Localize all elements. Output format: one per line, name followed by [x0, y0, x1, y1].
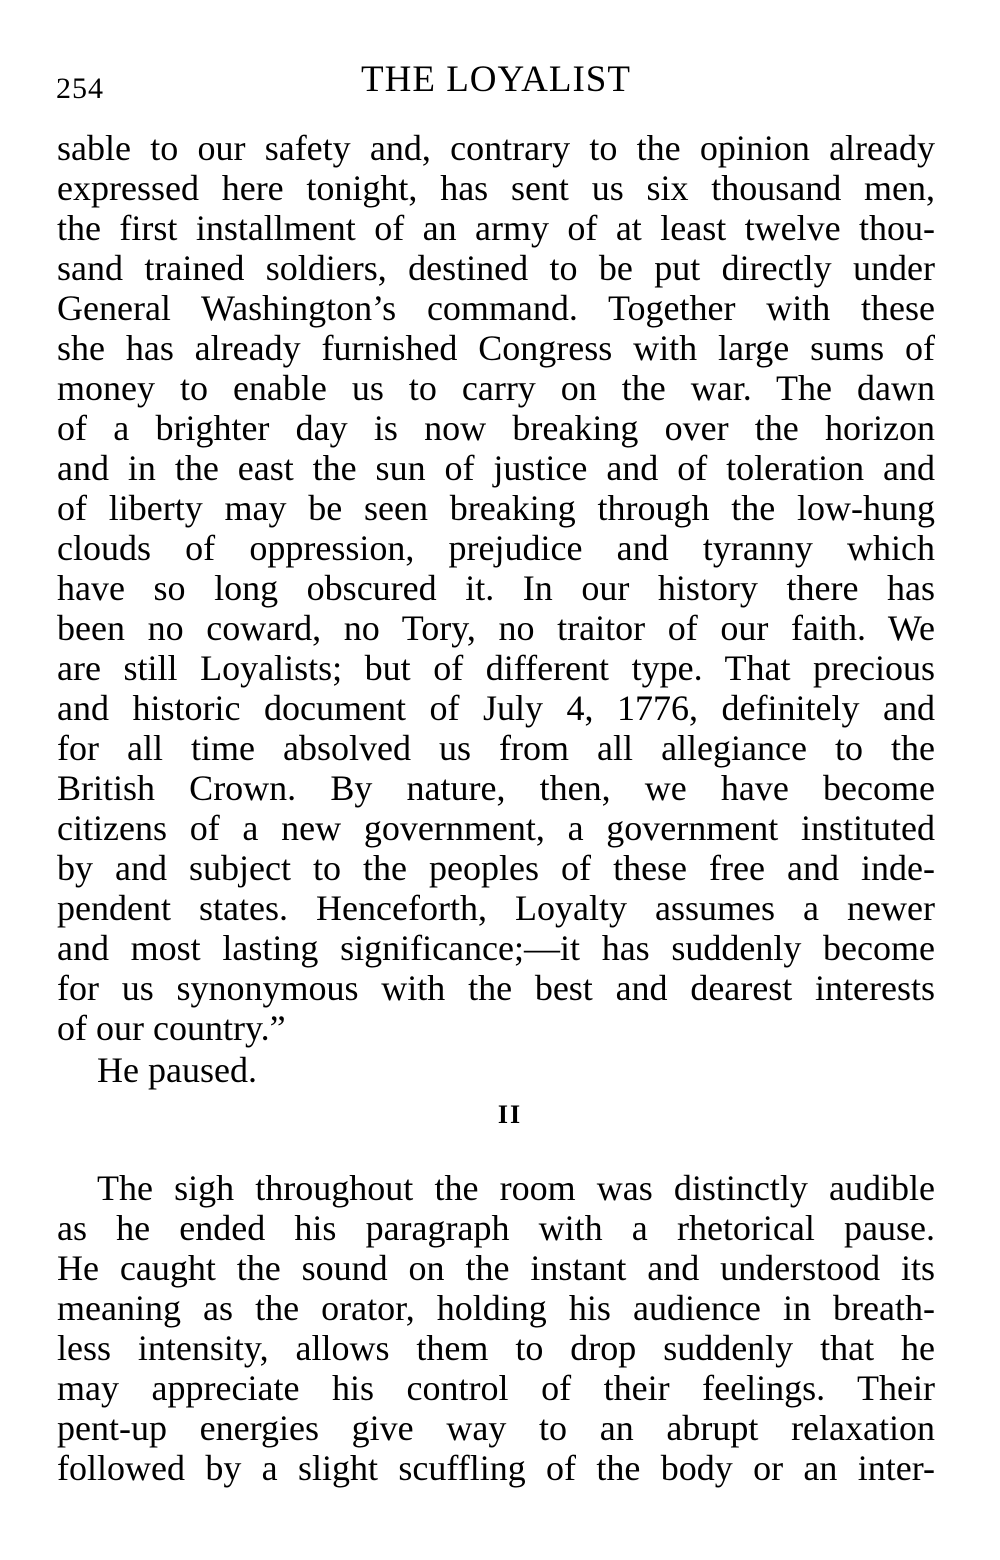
text-line: of liberty may be seen breaking through the low-hung	[57, 488, 935, 528]
page-number: 254	[56, 72, 104, 105]
text-line: and most lasting significance;—it has suddenly become	[57, 928, 935, 968]
text-line: of a brighter day is now breaking over the horizon	[57, 408, 935, 448]
section-numeral: II	[497, 1100, 523, 1129]
text-line: pent-up energies give way to an abrupt relaxation	[57, 1408, 935, 1448]
paragraph-continued-speech	[57, 128, 935, 1048]
text-line: and historic document of July 4, 1776, definitely and	[57, 688, 935, 728]
text-line: been no coward, no Tory, no traitor of our faith. We	[57, 608, 935, 648]
text-line: for all time absolved us from all allegiance to the	[57, 728, 935, 768]
text-line: money to enable us to carry on the war. The dawn	[57, 368, 935, 408]
text-line: have so long obscured it. In our history there has	[57, 568, 935, 608]
text-line: pendent states. Henceforth, Loyalty assumes a newer	[57, 888, 935, 928]
text-line: He caught the sound on the instant and understood its	[57, 1248, 935, 1288]
text-line: are still Loyalists; but of different type. That precious	[57, 648, 935, 688]
running-head: THE LOYALIST	[361, 59, 631, 100]
text-line: of our country.”	[57, 1008, 286, 1048]
text-line: followed by a slight scuffling of the body or an inter-	[57, 1448, 935, 1488]
page-header	[56, 58, 936, 108]
text-line: may appreciate his control of their feelings. Their	[57, 1368, 935, 1408]
text-line: expressed here tonight, has sent us six thousand men,	[57, 168, 935, 208]
text-line: less intensity, allows them to drop suddenly that he	[57, 1328, 935, 1368]
text-line: The sigh throughout the room was distinctly audible	[97, 1168, 935, 1208]
paragraph-section-two	[57, 1168, 935, 1488]
text-line: clouds of oppression, prejudice and tyranny which	[57, 528, 935, 568]
text-line: and in the east the sun of justice and of toleration and	[57, 448, 935, 488]
text-line: she has already furnished Congress with large sums of	[57, 328, 935, 368]
text-line: British Crown. By nature, then, we have become	[57, 768, 935, 808]
text-line: citizens of a new government, a government instituted	[57, 808, 935, 848]
paragraph-he-paused: He paused.	[97, 1050, 257, 1090]
text-line: as he ended his paragraph with a rhetorical pause.	[57, 1208, 935, 1248]
text-line: for us synonymous with the best and dearest interests	[57, 968, 935, 1008]
text-line: meaning as the orator, holding his audience in breath-	[57, 1288, 935, 1328]
text-line: General Washington’s command. Together with these	[57, 288, 935, 328]
text-line: the first installment of an army of at least twelve thou-	[57, 208, 935, 248]
text-line: sable to our safety and, contrary to the opinion already	[57, 128, 935, 168]
text-line: by and subject to the peoples of these free and inde-	[57, 848, 935, 888]
text-line: sand trained soldiers, destined to be put directly under	[57, 248, 935, 288]
